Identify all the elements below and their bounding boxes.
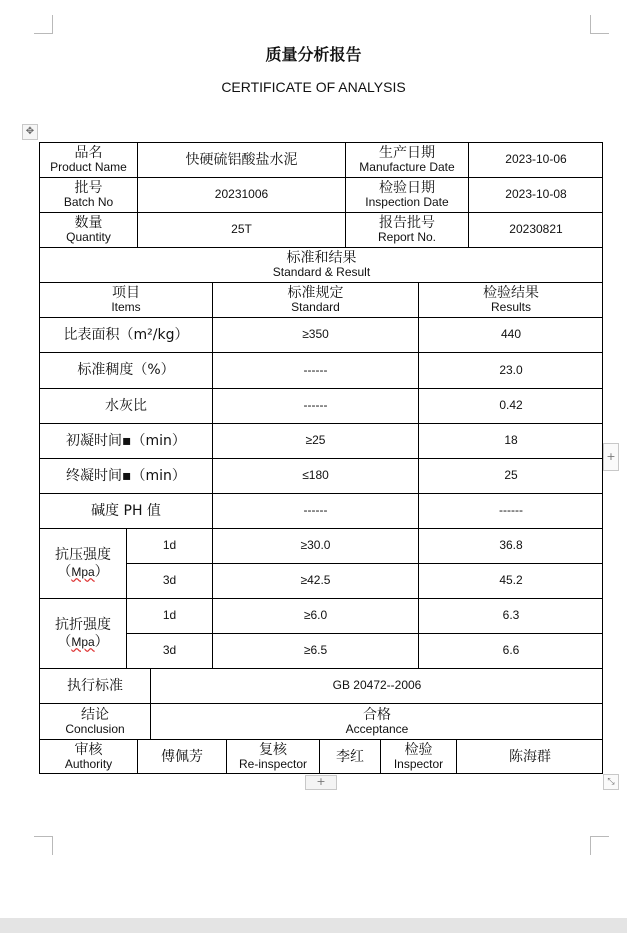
strength-age bbox=[126, 563, 212, 598]
page-corner-mark bbox=[590, 836, 609, 855]
result-value: 440 bbox=[500, 327, 522, 342]
table-row-item bbox=[39, 388, 212, 423]
table-row-standard[interactable] bbox=[212, 493, 418, 528]
compressive-strength-label bbox=[39, 528, 126, 598]
manufacture-date-value: 2023-10-06 bbox=[505, 152, 567, 167]
label-en: Quantity bbox=[66, 230, 111, 245]
age-value: 3d bbox=[162, 643, 177, 658]
standard-value: ------ bbox=[303, 398, 328, 413]
strength-label: 抗压强度 bbox=[55, 547, 111, 564]
result-value: 36.8 bbox=[499, 538, 523, 553]
strength-label: 抗折强度 bbox=[55, 617, 111, 634]
label-reinspector bbox=[226, 739, 319, 774]
strength-age bbox=[126, 633, 212, 668]
standard-value: ≥6.5 bbox=[303, 643, 328, 658]
add-row-plus-icon[interactable]: + bbox=[305, 775, 337, 790]
unit-open: （ bbox=[57, 563, 72, 580]
table-row-standard[interactable] bbox=[212, 317, 418, 352]
strength-unit: Mpa bbox=[71, 564, 95, 579]
column-header-results bbox=[418, 282, 603, 317]
table-row-standard[interactable] bbox=[212, 528, 418, 563]
section-standard-result bbox=[39, 247, 603, 282]
value-quantity[interactable] bbox=[137, 212, 345, 247]
table-row-result[interactable] bbox=[418, 598, 603, 633]
unit-close: ） bbox=[94, 563, 109, 580]
label-zh: 结论 bbox=[81, 706, 109, 723]
table-resize-icon[interactable]: ⤡ bbox=[603, 774, 619, 790]
conclusion-value-zh: 合格 bbox=[363, 706, 391, 723]
section-en: Standard & Result bbox=[272, 265, 371, 280]
flexural-strength-label bbox=[39, 598, 126, 668]
signer-name: 傅佩芳 bbox=[161, 748, 203, 765]
label-zh: 生产日期 bbox=[379, 145, 435, 162]
document-subtitle: CERTIFICATE OF ANALYSIS bbox=[221, 79, 406, 95]
table-row-result[interactable] bbox=[418, 493, 603, 528]
label-zh: 检验日期 bbox=[379, 180, 435, 197]
age-value: 1d bbox=[162, 538, 177, 553]
item-label: 终凝时间▪（min） bbox=[66, 467, 186, 484]
result-value: 6.3 bbox=[502, 608, 520, 623]
item-label: 碱度 PH 值 bbox=[91, 502, 161, 519]
result-value: 25 bbox=[504, 468, 518, 483]
result-value: 45.2 bbox=[499, 573, 523, 588]
label-authority bbox=[39, 739, 137, 774]
label-en: Authority bbox=[64, 757, 113, 772]
label-product-name bbox=[39, 142, 137, 177]
label-zh: 审核 bbox=[74, 742, 103, 759]
table-row-standard[interactable] bbox=[212, 352, 418, 388]
product-name-value: 快硬硫铝酸盐水泥 bbox=[185, 151, 298, 168]
label-report-no bbox=[345, 212, 468, 247]
label-en: Inspection Date bbox=[365, 195, 449, 210]
label-en: Re-inspector bbox=[238, 757, 308, 772]
label-zh: 报告批号 bbox=[379, 215, 435, 232]
standard-value: ≥350 bbox=[302, 327, 329, 342]
table-row-standard[interactable] bbox=[212, 388, 418, 423]
result-value: 0.42 bbox=[499, 398, 523, 413]
table-row-item bbox=[39, 493, 212, 528]
header-zh: 项目 bbox=[112, 285, 140, 302]
value-conclusion[interactable] bbox=[150, 703, 603, 739]
inspector-name[interactable] bbox=[456, 739, 603, 774]
label-en: Report No. bbox=[377, 230, 437, 245]
header-en: Items bbox=[111, 300, 141, 315]
standard-value: ------ bbox=[303, 503, 328, 518]
signer-name: 李红 bbox=[336, 748, 364, 765]
result-value: 6.6 bbox=[502, 643, 520, 658]
table-row-result[interactable] bbox=[418, 633, 603, 668]
strength-age bbox=[126, 598, 212, 633]
page-corner-mark bbox=[590, 15, 609, 34]
label-zh: 批号 bbox=[74, 180, 103, 197]
header-en: Standard bbox=[291, 300, 340, 315]
label-quantity bbox=[39, 212, 137, 247]
label-en: Manufacture Date bbox=[359, 160, 455, 175]
label-execution-standard bbox=[39, 668, 150, 703]
label-manufacture-date bbox=[345, 142, 468, 177]
column-header-items bbox=[39, 282, 212, 317]
label-zh: 复核 bbox=[259, 742, 287, 759]
report-no-value: 20230821 bbox=[509, 222, 563, 237]
standard-value: ≥25 bbox=[305, 433, 326, 448]
item-label: 初凝时间▪（min） bbox=[66, 432, 186, 449]
table-row-item bbox=[39, 423, 212, 458]
label-en: Conclusion bbox=[65, 721, 125, 736]
item-label: 标准稠度（%） bbox=[77, 362, 175, 379]
standard-value: ≤180 bbox=[302, 468, 329, 483]
label-zh: 品名 bbox=[74, 145, 103, 162]
window-bottom-bar bbox=[0, 918, 627, 933]
label-zh: 数量 bbox=[74, 215, 103, 232]
value-product-name[interactable] bbox=[137, 142, 345, 177]
value-batch-no[interactable] bbox=[137, 177, 345, 212]
inspection-date-value: 2023-10-08 bbox=[505, 187, 567, 202]
table-row-result[interactable] bbox=[418, 528, 603, 563]
item-label: 水灰比 bbox=[105, 397, 147, 414]
table-row-result[interactable] bbox=[418, 458, 603, 493]
value-report-no[interactable] bbox=[468, 212, 603, 247]
execution-standard-value: GB 20472--2006 bbox=[332, 678, 422, 693]
header-en: Results bbox=[490, 300, 531, 315]
table-row-result[interactable] bbox=[418, 563, 603, 598]
label-en: Batch No bbox=[63, 195, 114, 210]
table-row-standard[interactable] bbox=[212, 423, 418, 458]
label-conclusion bbox=[39, 703, 150, 739]
page-corner-mark bbox=[34, 836, 53, 855]
section-zh: 标准和结果 bbox=[286, 250, 357, 267]
table-row-result[interactable] bbox=[418, 388, 603, 423]
table-row-standard[interactable] bbox=[212, 458, 418, 493]
document-title: 质量分析报告 bbox=[265, 45, 362, 64]
table-row-item bbox=[39, 458, 212, 493]
standard-value: ≥30.0 bbox=[300, 538, 331, 553]
table-row-standard[interactable] bbox=[212, 563, 418, 598]
header-zh: 检验结果 bbox=[483, 285, 539, 302]
table-row-standard[interactable] bbox=[212, 633, 418, 668]
page-corner-mark bbox=[34, 15, 53, 34]
authority-name[interactable] bbox=[137, 739, 226, 774]
result-value: 23.0 bbox=[499, 362, 523, 377]
value-execution-standard[interactable] bbox=[150, 668, 603, 703]
label-inspection-date bbox=[345, 177, 468, 212]
table-row-result[interactable] bbox=[418, 423, 603, 458]
result-value: ------ bbox=[499, 503, 523, 518]
age-value: 1d bbox=[162, 608, 177, 623]
strength-age bbox=[126, 528, 212, 563]
reinspector-name[interactable] bbox=[319, 739, 380, 774]
add-column-plus-icon[interactable]: + bbox=[603, 443, 619, 471]
strength-unit-line bbox=[57, 564, 108, 580]
unit-close: ） bbox=[94, 633, 109, 650]
standard-value: ≥6.0 bbox=[303, 608, 328, 623]
table-row-standard[interactable] bbox=[212, 598, 418, 633]
label-batch-no bbox=[39, 177, 137, 212]
label-en: Inspector bbox=[393, 757, 444, 772]
table-row-item bbox=[39, 317, 212, 352]
conclusion-value-en: Acceptance bbox=[345, 721, 409, 736]
value-inspection-date[interactable] bbox=[468, 177, 603, 212]
standard-value: ≥42.5 bbox=[300, 573, 331, 588]
result-value: 18 bbox=[504, 433, 518, 448]
signer-name: 陈海群 bbox=[509, 748, 551, 765]
standard-value: ------ bbox=[303, 362, 328, 377]
age-value: 3d bbox=[162, 573, 177, 588]
table-row-result[interactable] bbox=[418, 352, 603, 388]
batch-no-value: 20231006 bbox=[214, 187, 269, 202]
table-move-icon[interactable]: ✥ bbox=[22, 124, 38, 140]
header-zh: 标准规定 bbox=[287, 285, 344, 302]
item-label: 比表面积（m²/kg） bbox=[63, 326, 189, 343]
table-row-item bbox=[39, 352, 212, 388]
label-inspector bbox=[380, 739, 456, 774]
strength-unit: Mpa bbox=[71, 634, 95, 649]
execution-standard-label: 执行标准 bbox=[67, 677, 123, 694]
label-zh: 检验 bbox=[404, 742, 433, 759]
column-header-standard bbox=[212, 282, 418, 317]
label-en: Product Name bbox=[50, 160, 127, 175]
strength-unit-line bbox=[57, 634, 108, 650]
unit-open: （ bbox=[57, 633, 72, 650]
table-row-result[interactable] bbox=[418, 317, 603, 352]
value-manufacture-date[interactable] bbox=[468, 142, 603, 177]
quantity-value: 25T bbox=[231, 222, 252, 237]
